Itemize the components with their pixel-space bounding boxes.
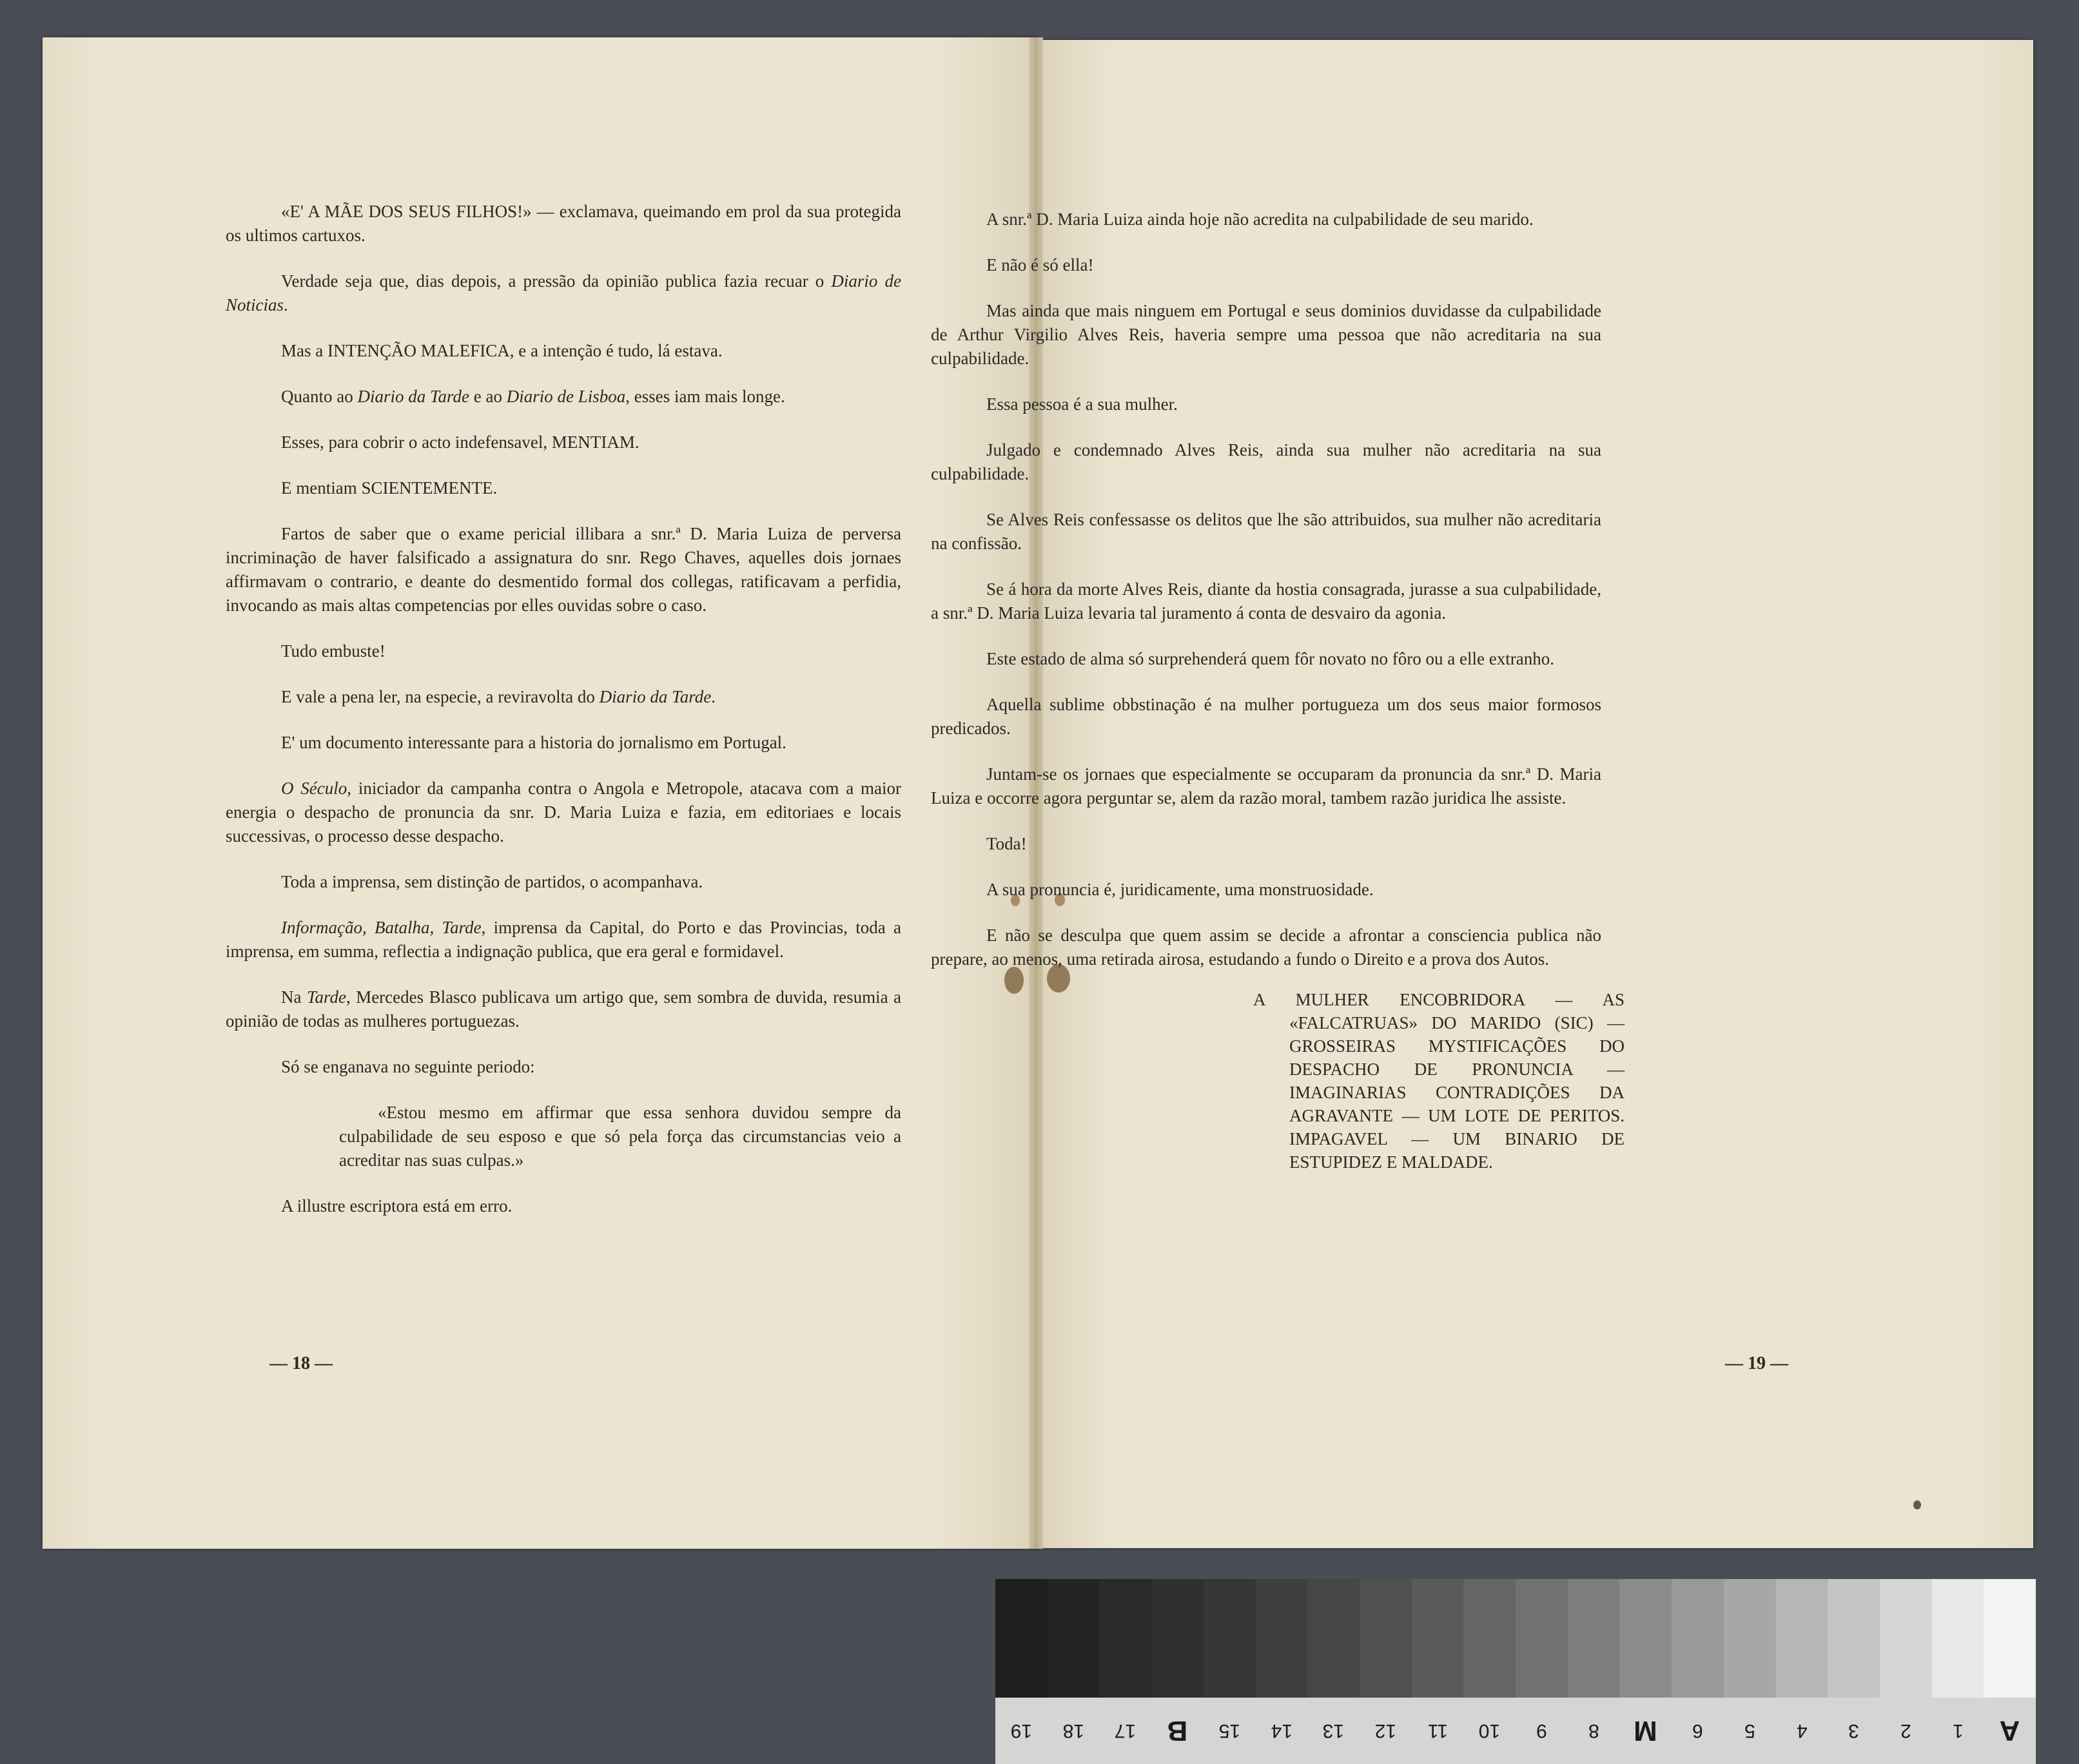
text-run: Só se enganava no seguinte periodo: — [281, 1057, 535, 1076]
text-run: E mentiam SCIENTEMENTE. — [281, 478, 498, 498]
paragraph — [226, 476, 901, 500]
paragraph: Essa pessoa é a sua mulher. — [986, 394, 1178, 414]
gray-patch — [1048, 1579, 1100, 1698]
paragraph: Juntam-se os jornaes que especialmente se occuparam da pronuncia da snr.ª D. Maria Luiza e occorre agora perguntar se, alem da razão moral, tambem razão juridica lhe assiste. — [931, 764, 1601, 808]
paragraph: Se á hora da morte Alves Reis, diante da hostia consagrada, jurasse a sua culpabilidade, a snr.ª D. Maria Luiza levaria tal juramento á conta de desvairo da agonia. — [931, 579, 1601, 623]
paragraph: Este estado de alma só surprehenderá quem fôr novato no fôro ou a elle extranho. — [986, 649, 1554, 668]
right-page-text — [931, 208, 1625, 1174]
gray-patch — [995, 1579, 1048, 1698]
gray-patch — [1828, 1579, 1880, 1698]
paragraph — [226, 639, 901, 663]
gray-patch — [1099, 1579, 1151, 1698]
scale-label: 5 — [1744, 1720, 1755, 1742]
text-run: E vale a pena ler, na especie, a reviravolta do — [281, 687, 600, 706]
paragraph — [226, 685, 901, 709]
scale-label: 12 — [1374, 1720, 1396, 1742]
scale-label: 6 — [1692, 1720, 1703, 1742]
scale-label: 11 — [1427, 1720, 1448, 1742]
paragraph: Aquella sublime obbstinação é na mulher portugueza um dos seus maior formosos predicados. — [931, 695, 1601, 738]
closing-paragraph: A illustre escriptora está em erro. — [281, 1196, 512, 1216]
scale-label: 10 — [1479, 1720, 1501, 1742]
gray-patches — [995, 1579, 2036, 1698]
gray-patch — [1307, 1579, 1360, 1698]
text-run: e ao — [469, 387, 507, 406]
paragraph: A snr.ª D. Maria Luiza ainda hoje não acredita na culpabilidade de seu marido. — [986, 209, 1534, 229]
gray-patch — [1412, 1579, 1464, 1698]
text-run: , iniciador da campanha contra o Angola e Metropole, atacava com a maior energia o despacho de pronuncia da snr. D. Maria Luiza e fazia, em editoriaes e locais successivas, o processo desse despacho. — [226, 779, 901, 846]
scale-label: 13 — [1322, 1720, 1345, 1742]
italic-title: Diario da Tarde — [357, 387, 470, 406]
scale-label: 19 — [1010, 1720, 1033, 1742]
paragraph: E não se desculpa que quem assim se decide a afrontar a consciencia publica não prepare, ao menos, uma retirada airosa, estudando a fundo o Direito e a prova dos Autos. — [931, 926, 1601, 969]
paragraph — [226, 339, 901, 363]
scale-label: A — [1999, 1715, 2020, 1747]
italic-title: Informação, Batalha, Tarde — [281, 918, 482, 937]
text-run: . — [284, 295, 288, 315]
text-run: Tudo embuste! — [281, 641, 386, 661]
gray-patch — [1619, 1579, 1672, 1698]
paragraph — [226, 777, 901, 848]
italic-title: Diario de Lisboa — [506, 387, 626, 406]
paragraph: Se Alves Reis confessasse os delitos que lhe são attribuidos, sua mulher não acreditaria na confissão. — [931, 510, 1601, 553]
paragraph — [226, 1055, 901, 1079]
paragraph — [226, 870, 901, 894]
paragraph: Toda! — [986, 834, 1027, 853]
paragraph — [226, 731, 901, 755]
scale-label: 1 — [1952, 1720, 1964, 1742]
scale-label: 8 — [1588, 1720, 1599, 1742]
italic-title: Diario da Tarde — [599, 687, 712, 706]
gray-patch — [1984, 1579, 2036, 1698]
gray-patch — [1463, 1579, 1516, 1698]
gray-patch — [1724, 1579, 1776, 1698]
paragraph — [226, 200, 901, 247]
paragraph: Julgado e condemnado Alves Reis, ainda sua mulher não acreditaria na sua culpabilidade. — [931, 440, 1601, 483]
text-run: Toda a imprensa, sem distinção de partidos, o acompanhava. — [281, 872, 703, 891]
paragraph: Mas ainda que mais ninguem em Portugal e seus dominios duvidasse da culpabilidade de Arthur Virgilio Alves Reis, haveria sempre uma pessoa que não acreditaria na sua culpabilidade. — [931, 301, 1601, 368]
text-run: E' um documento interessante para a historia do jornalismo em Portugal. — [281, 733, 786, 752]
gray-patch — [1256, 1579, 1308, 1698]
text-run: Esses, para cobrir o acto indefensavel, MENTIAM. — [281, 432, 639, 452]
gray-patch — [1672, 1579, 1724, 1698]
gray-patch — [1932, 1579, 1984, 1698]
left-paragraphs — [226, 200, 901, 1079]
gray-patch — [1776, 1579, 1828, 1698]
paragraph — [226, 985, 901, 1033]
text-run: Quanto ao — [281, 387, 358, 406]
scale-label: 4 — [1796, 1720, 1808, 1742]
paragraph — [226, 385, 901, 409]
chapter-summary: A MULHER ENCOBRIDORA — AS «FALCATRUAS» DO MARIDO (SIC) — GROSSEIRAS MYSTIFICAÇÕES DO DESPACHO DE PRONUNCIA — IMAGINARIAS CONTRADIÇÕES DA AGRAVANTE — UM LOTE DE PERITOS. IMPAGAVEL — UM BINARIO DE ESTUPIDEZ E MALDADE. — [1253, 990, 1625, 1172]
text-run: . — [711, 687, 716, 706]
text-run: , esses iam mais longe. — [625, 387, 785, 406]
color-checker-card — [995, 1579, 2036, 1764]
page-number-right: — 19 — — [1725, 1353, 1788, 1373]
scale-label: 14 — [1271, 1720, 1293, 1742]
paragraph: E não é só ella! — [986, 255, 1094, 275]
scale-label: 18 — [1062, 1720, 1084, 1742]
gray-patch — [1568, 1579, 1620, 1698]
paragraph — [226, 431, 901, 454]
gray-patch — [1151, 1579, 1204, 1698]
text-run: , imprensa da Capital, do Porto e das Provincias, toda a imprensa, em summa, reflectia a indignação publica, que era geral e formidavel. — [226, 918, 902, 961]
gray-patch — [1516, 1579, 1568, 1698]
scale-label: 15 — [1218, 1720, 1240, 1742]
page-number-left: — 18 — — [269, 1353, 333, 1373]
text-run: «E' A MÃE DOS SEUS FILHOS!» — exclamava, queimando em prol da sua protegida os ultimos cartuxos. — [226, 202, 901, 245]
italic-title: O Século — [281, 779, 347, 798]
gray-patch — [1360, 1579, 1412, 1698]
text-run: Mas a INTENÇÃO MALEFICA, e a intenção é tudo, lá estava. — [281, 341, 723, 360]
paragraph — [226, 522, 901, 617]
scale-label: M — [1634, 1715, 1658, 1747]
text-run: , Mercedes Blasco publicava um artigo que, sem sombra de duvida, resumia a opinião de todas as mulheres portuguezas. — [226, 987, 902, 1031]
italic-title: Diario de Noticias — [226, 271, 901, 315]
scale-label: 17 — [1115, 1720, 1137, 1742]
text-run: Fartos de saber que o exame pericial illibara a snr.ª D. Maria Luiza de perversa incriminação de haver falsificado a assignatura do snr. Rego Chaves, aquelles dois jornaes affirmavam o contrario, e deante do desmentido formal dos collegas, ratificavam a perfidia, invocando as mais altas competencias por elles ouvidas sobre o caso. — [226, 524, 901, 615]
right-paragraphs — [931, 208, 1601, 971]
scale-labels — [995, 1698, 2036, 1764]
text-run: Verdade seja que, dias depois, a pressão da opinião publica fazia recuar o — [281, 271, 832, 291]
paragraph: A sua pronuncia é, juridicamente, uma monstruosidade. — [986, 880, 1374, 899]
gray-patch — [1880, 1579, 1932, 1698]
paragraph — [226, 269, 901, 317]
scale-label: 2 — [1900, 1720, 1911, 1742]
stain-mark — [1913, 1500, 1921, 1509]
paragraph — [226, 916, 901, 964]
italic-title: Tarde — [306, 987, 346, 1007]
scale-label: B — [1167, 1715, 1188, 1747]
blasco-quote: «Estou mesmo em affirmar que essa senhora duvidou sempre da culpabilidade de seu esposo e que só pela força das circumstancias veio a acreditar nas suas culpas.» — [339, 1103, 901, 1170]
scale-label: 9 — [1536, 1720, 1547, 1742]
left-page-text — [226, 200, 901, 1240]
scale-label: 3 — [1848, 1720, 1859, 1742]
text-run: Na — [281, 987, 307, 1007]
gray-patch — [1204, 1579, 1256, 1698]
